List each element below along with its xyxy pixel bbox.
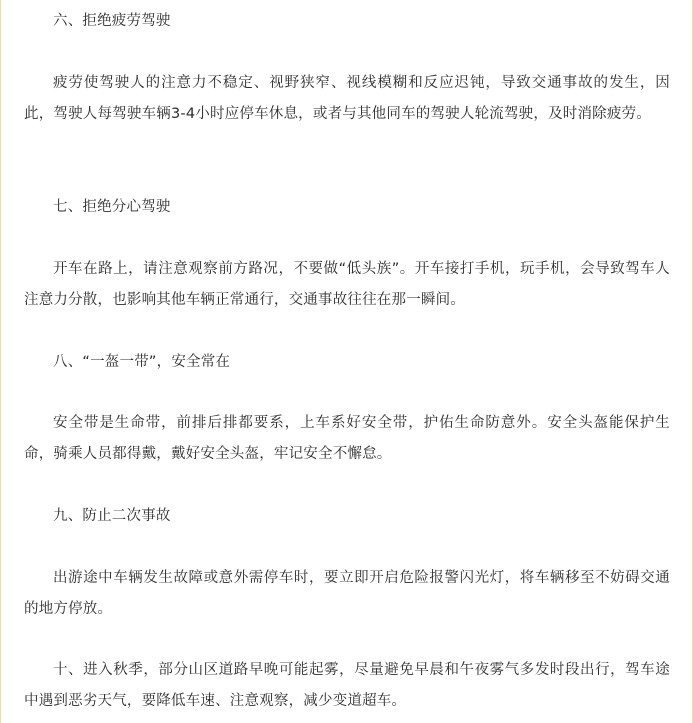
section-paragraph-7: 开车在路上，请注意观察前方路况，不要做“低头族”。开车接打手机，玩手机，会导致驾车人注意力分散，也影响其他车辆正常通行，交通事故往往在那一瞬间。 — [24, 261, 670, 308]
section-paragraph-8: 安全带是生命带，前排后排都要系，上车系好安全带，护佑生命防意外。安全头盔能保护生命，骑乘人员都得戴，戴好安全头盔，牢记安全不懈怠。 — [24, 415, 670, 462]
section-paragraph-9: 出游途中车辆发生故障或意外需停车时，要立即开启危险报警闪光灯，将车辆移至不妨碍交通的地方停放。 — [24, 570, 670, 617]
section-heading-8: 八、“一盔一带”，安全常在 — [53, 354, 231, 370]
section-paragraph-10: 十、进入秋季，部分山区道路早晚可能起雾，尽量避免早晨和午夜雾气多发时段出行，驾车途中遇到恶劣天气，要降低车速、注意观察，减少变道超车。 — [24, 662, 670, 709]
section-paragraph-6: 疲劳使驾驶人的注意力不稳定、视野狭窄、视线模糊和反应迟钝，导致交通事故的发生，因此，驾驶人每驾驶车辆3-4小时应停车休息，或者与其他同车的驾驶人轮流驾驶，及时消除疲劳。 — [24, 75, 670, 122]
section-heading-7: 七、拒绝分心驾驶 — [53, 199, 171, 215]
section-heading-6: 六、拒绝疲劳驾驶 — [53, 13, 171, 29]
section-heading-9: 九、防止二次事故 — [53, 508, 171, 524]
